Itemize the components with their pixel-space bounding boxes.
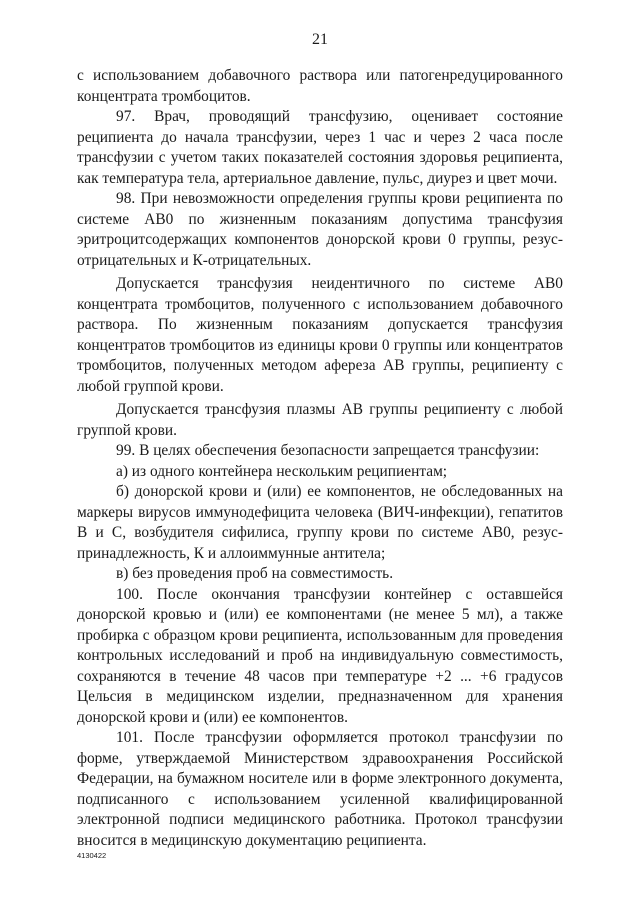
paragraph-100: 100. После окончания трансфузии контейнер с оставшейся донорской кровью и (или) ее компонентами (не менее 5 мл), а также пробирка с образцом крови реципиента, использованным для проведения контрольных исследований и проб на индивидуальную совместимость, сохраняются в течение 48 часов при температуре +2 ... +6 градусов Цельсия в медицинском изделии, предназначенном для хранения донорской крови и (или) ее компонентов. bbox=[77, 585, 563, 726]
list-item-b: б) донорской крови и (или) ее компонентов, не обследованных на маркеры вирусов иммунодефицита человека (ВИЧ-инфекции), гепатитов В и С, возбудителя сифилиса, группу крови по системе АВ0, резус-принадлежность, К и аллоиммунные антитела; bbox=[77, 483, 563, 562]
paragraph-99: 99. В целях обеспечения безопасности запрещается трансфузии: bbox=[116, 442, 540, 459]
paragraph-platelets: Допускается трансфузия неидентичного по системе АВ0 концентрата тромбоцитов, полученного с использованием добавочного раствора. По жизненным показаниям допускается трансфузия концентратов тромбоцитов из единицы крови 0 группы или концентратов тромбоцитов, полученных методом афереза АВ группы, реципиенту с любой группой крови. bbox=[77, 275, 563, 395]
page-number: 21 bbox=[312, 31, 328, 48]
document-body bbox=[77, 66, 563, 851]
paragraph-97: 97. Врач, проводящий трансфузию, оценивает состояние реципиента до начала трансфузии, через 1 час и через 2 часа после трансфузии с учетом таких показателей состояния здоровья реципиента, как температура тела, артериальное давление, пульс, диурез и цвет мочи. bbox=[77, 108, 563, 187]
paragraph-plasma: Допускается трансфузия плазмы АВ группы реципиенту с любой группой крови. bbox=[77, 401, 563, 439]
paragraph-101: 101. После трансфузии оформляется протокол трансфузии по форме, утверждаемой Министерством здравоохранения Российской Федерации, на бумажном носителе или в форме электронного документа, подписанного с использованием усиленной квалифицированной электронной подписи медицинского работника. Протокол трансфузии вносится в медицинскую документацию реципиента. bbox=[77, 729, 563, 849]
paragraph-continuation: с использованием добавочного раствора или патогенредуцированного концентрата тромбоцитов. bbox=[77, 67, 563, 105]
paragraph-98: 98. При невозможности определения группы крови реципиента по системе АВ0 по жизненным показаниям допустима трансфузия эритроцитсодержащих компонентов донорской крови 0 группы, резус-отрицательных и К-отрицательных. bbox=[77, 190, 563, 269]
list-item-v: в) без проведения проб на совместимость. bbox=[116, 565, 394, 582]
document-code: 4130422 bbox=[77, 851, 107, 860]
list-item-a: а) из одного контейнера нескольким реципиентам; bbox=[116, 462, 448, 480]
